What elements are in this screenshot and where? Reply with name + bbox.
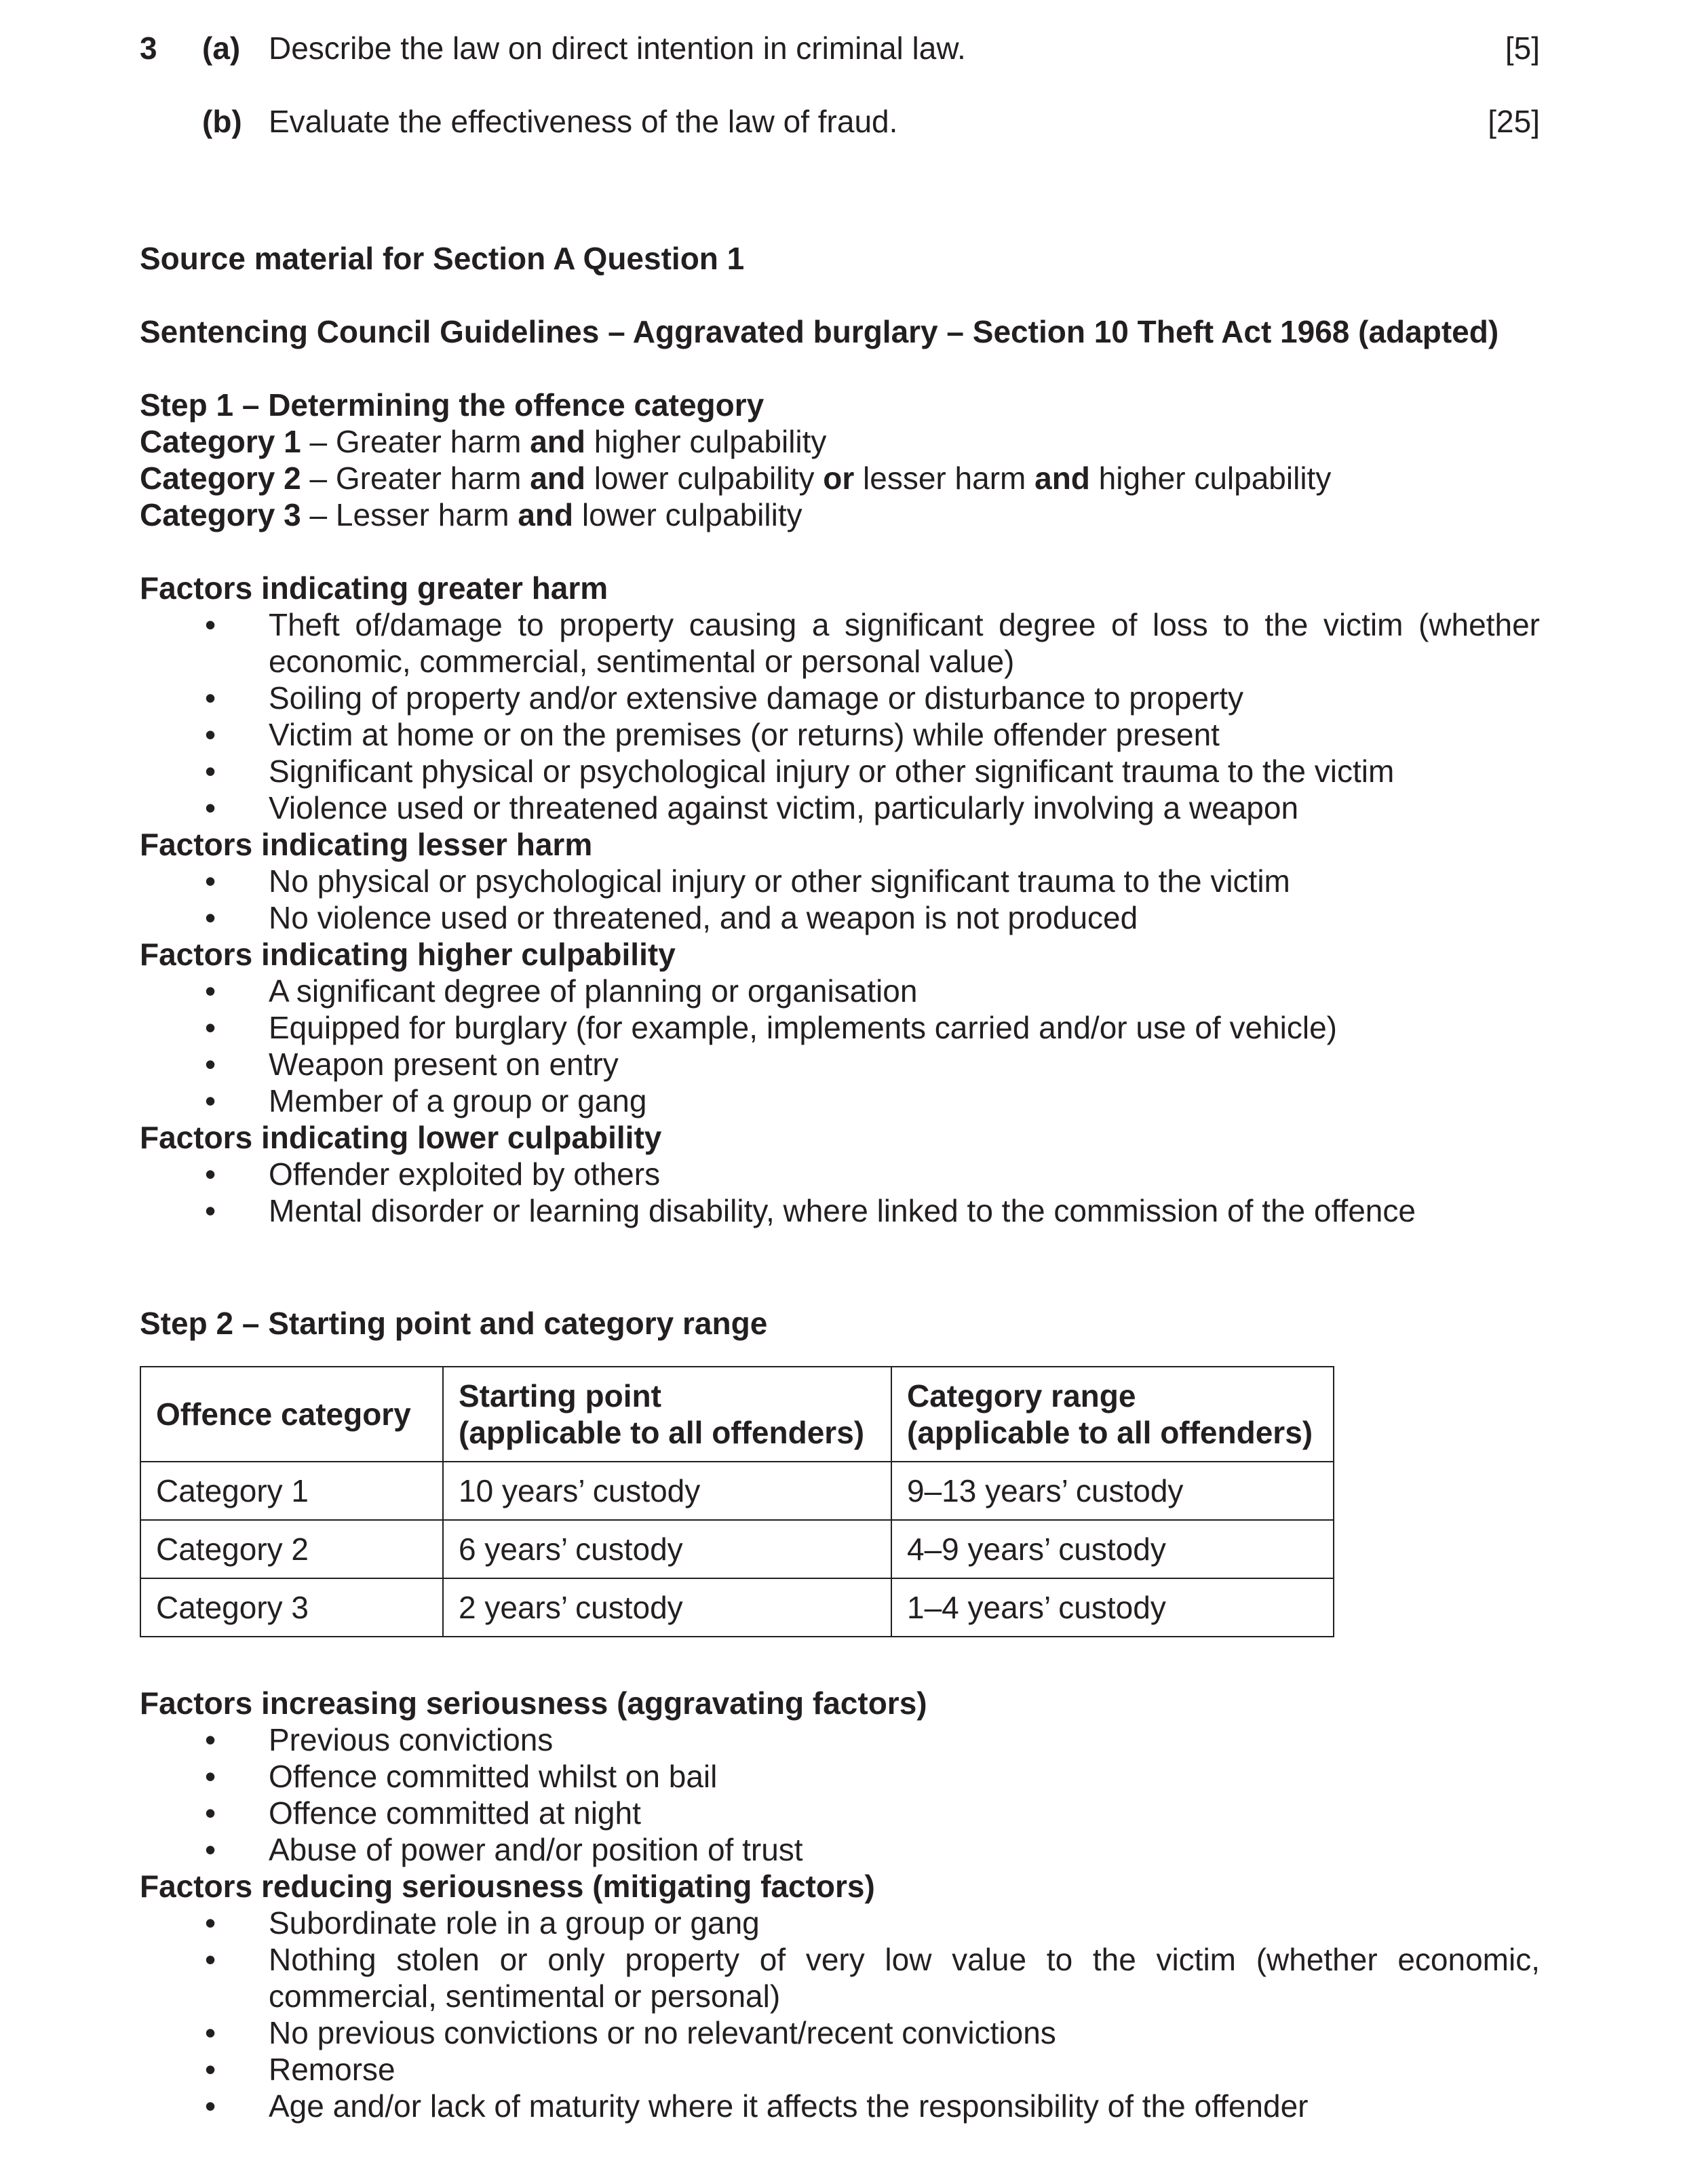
table-cell: 10 years’ custody [443,1462,891,1520]
factor-list [140,1156,1540,1229]
category-text: lesser harm [854,461,1035,496]
category-text: lower culpability [585,461,824,496]
header-offence-category: Offence category [140,1367,443,1462]
list-item: • A significant degree of planning or organisation [140,973,1540,1009]
list-item: • Equipped for burglary (for example, implements carried and/or use of vehicle) [140,1009,1540,1046]
category-separator: – [301,497,336,532]
list-item: • Age and/or lack of maturity where it affects the responsibility of the offender [140,2088,1540,2124]
part-text: Describe the law on direct intention in criminal law. [269,31,966,66]
factor-heading: Factors increasing seriousness (aggravating factors) [140,1685,927,1721]
step1-section [140,387,1540,533]
factor-list [140,973,1540,1119]
category-separator: – [301,424,336,459]
part-label: (b) [202,104,242,139]
seriousness-groups [140,1685,1540,2124]
list-item: • Offence committed whilst on bail [140,1758,1540,1795]
table-row [140,1578,1334,1637]
table-cell: Category 1 [140,1462,443,1520]
factor-heading: Factors indicating greater harm [140,570,608,606]
factor-list [140,606,1540,826]
step1-heading: Step 1 – Determining the offence category [140,387,765,423]
sentencing-table [140,1366,1334,1637]
category-definition [140,496,1540,533]
list-item: • Offender exploited by others [140,1156,1540,1192]
list-item: • No previous convictions or no relevant/recent convictions [140,2014,1540,2051]
list-item: • No violence used or threatened, and a weapon is not produced [140,899,1540,936]
factor-list [140,863,1540,936]
list-item: • Violence used or threatened against victim, particularly involving a weapon [140,789,1540,826]
header-starting-point: Starting point (applicable to all offenders) [443,1367,891,1462]
list-item: • Remorse [140,2051,1540,2088]
category-text: lower culpability [573,497,802,532]
part-marks: [5] [1505,31,1540,66]
table-cell: Category 2 [140,1520,443,1578]
category-definition [140,460,1540,496]
list-item: • Abuse of power and/or position of trust [140,1831,1540,1868]
list-item: • Theft of/damage to property causing a significant degree of loss to the victim (whether economic, commercial, sentimental or personal value) [140,606,1540,680]
factor-heading: Factors indicating lower culpability [140,1120,662,1155]
category-text: higher culpability [1089,461,1332,496]
category-text: Greater harm [335,461,530,496]
category-text: higher culpability [585,424,827,459]
category-separator: – [301,461,336,496]
factor-heading: Factors indicating higher culpability [140,937,676,972]
part-text: Evaluate the effectiveness of the law of fraud. [269,104,898,139]
part-marks: [25] [1488,104,1540,139]
connector-word: and [518,497,574,532]
table-header-row [140,1367,1334,1462]
connector-word: and [1034,461,1090,496]
table-cell: 2 years’ custody [443,1578,891,1637]
list-item: • Significant physical or psychological injury or other significant trauma to the victim [140,753,1540,789]
table-row [140,1520,1334,1578]
category-label: Category 2 [140,461,301,496]
factor-list [140,1721,1540,1868]
factor-heading: Factors indicating lesser harm [140,827,593,862]
list-item: • Member of a group or gang [140,1083,1540,1119]
list-item: • Mental disorder or learning disability, where linked to the commission of the offence [140,1192,1540,1229]
list-item: • Soiling of property and/or extensive damage or disturbance to property [140,680,1540,716]
category-definition [140,423,1540,460]
category-definitions [140,423,1540,533]
factor-groups [140,570,1540,1229]
question-part-b [140,103,1540,140]
list-item: • Offence committed at night [140,1795,1540,1831]
category-text: Lesser harm [335,497,518,532]
connector-word: and [530,424,585,459]
category-text: Greater harm [335,424,530,459]
list-item: • Victim at home or on the premises (or returns) while offender present [140,716,1540,753]
table-row [140,1462,1334,1520]
factor-list [140,1905,1540,2124]
table-cell: 4–9 years’ custody [891,1520,1334,1578]
table-cell: Category 3 [140,1578,443,1637]
list-item: • Previous convictions [140,1721,1540,1758]
table-cell: 9–13 years’ custody [891,1462,1334,1520]
question-part-a [140,30,1540,66]
guidelines-title: Sentencing Council Guidelines – Aggravated burglary – Section 10 Theft Act 1968 (adapted) [140,314,1499,349]
source-title: Source material for Section A Question 1 [140,241,745,276]
table-cell: 1–4 years’ custody [891,1578,1334,1637]
connector-word: or [823,461,855,496]
connector-word: and [530,461,585,496]
step2-heading: Step 2 – Starting point and category range [140,1306,768,1341]
question-number: 3 [140,31,157,66]
list-item: • Subordinate role in a group or gang [140,1905,1540,1941]
part-label: (a) [202,31,241,66]
factor-heading: Factors reducing seriousness (mitigating factors) [140,1869,875,1904]
list-item: • No physical or psychological injury or other significant trauma to the victim [140,863,1540,899]
list-item: • Weapon present on entry [140,1046,1540,1083]
list-item: • Nothing stolen or only property of very low value to the victim (whether economic, commercial, sentimental or personal) [140,1941,1540,2014]
category-label: Category 1 [140,424,301,459]
table-cell: 6 years’ custody [443,1520,891,1578]
category-label: Category 3 [140,497,301,532]
header-category-range: Category range (applicable to all offenders) [891,1367,1334,1462]
